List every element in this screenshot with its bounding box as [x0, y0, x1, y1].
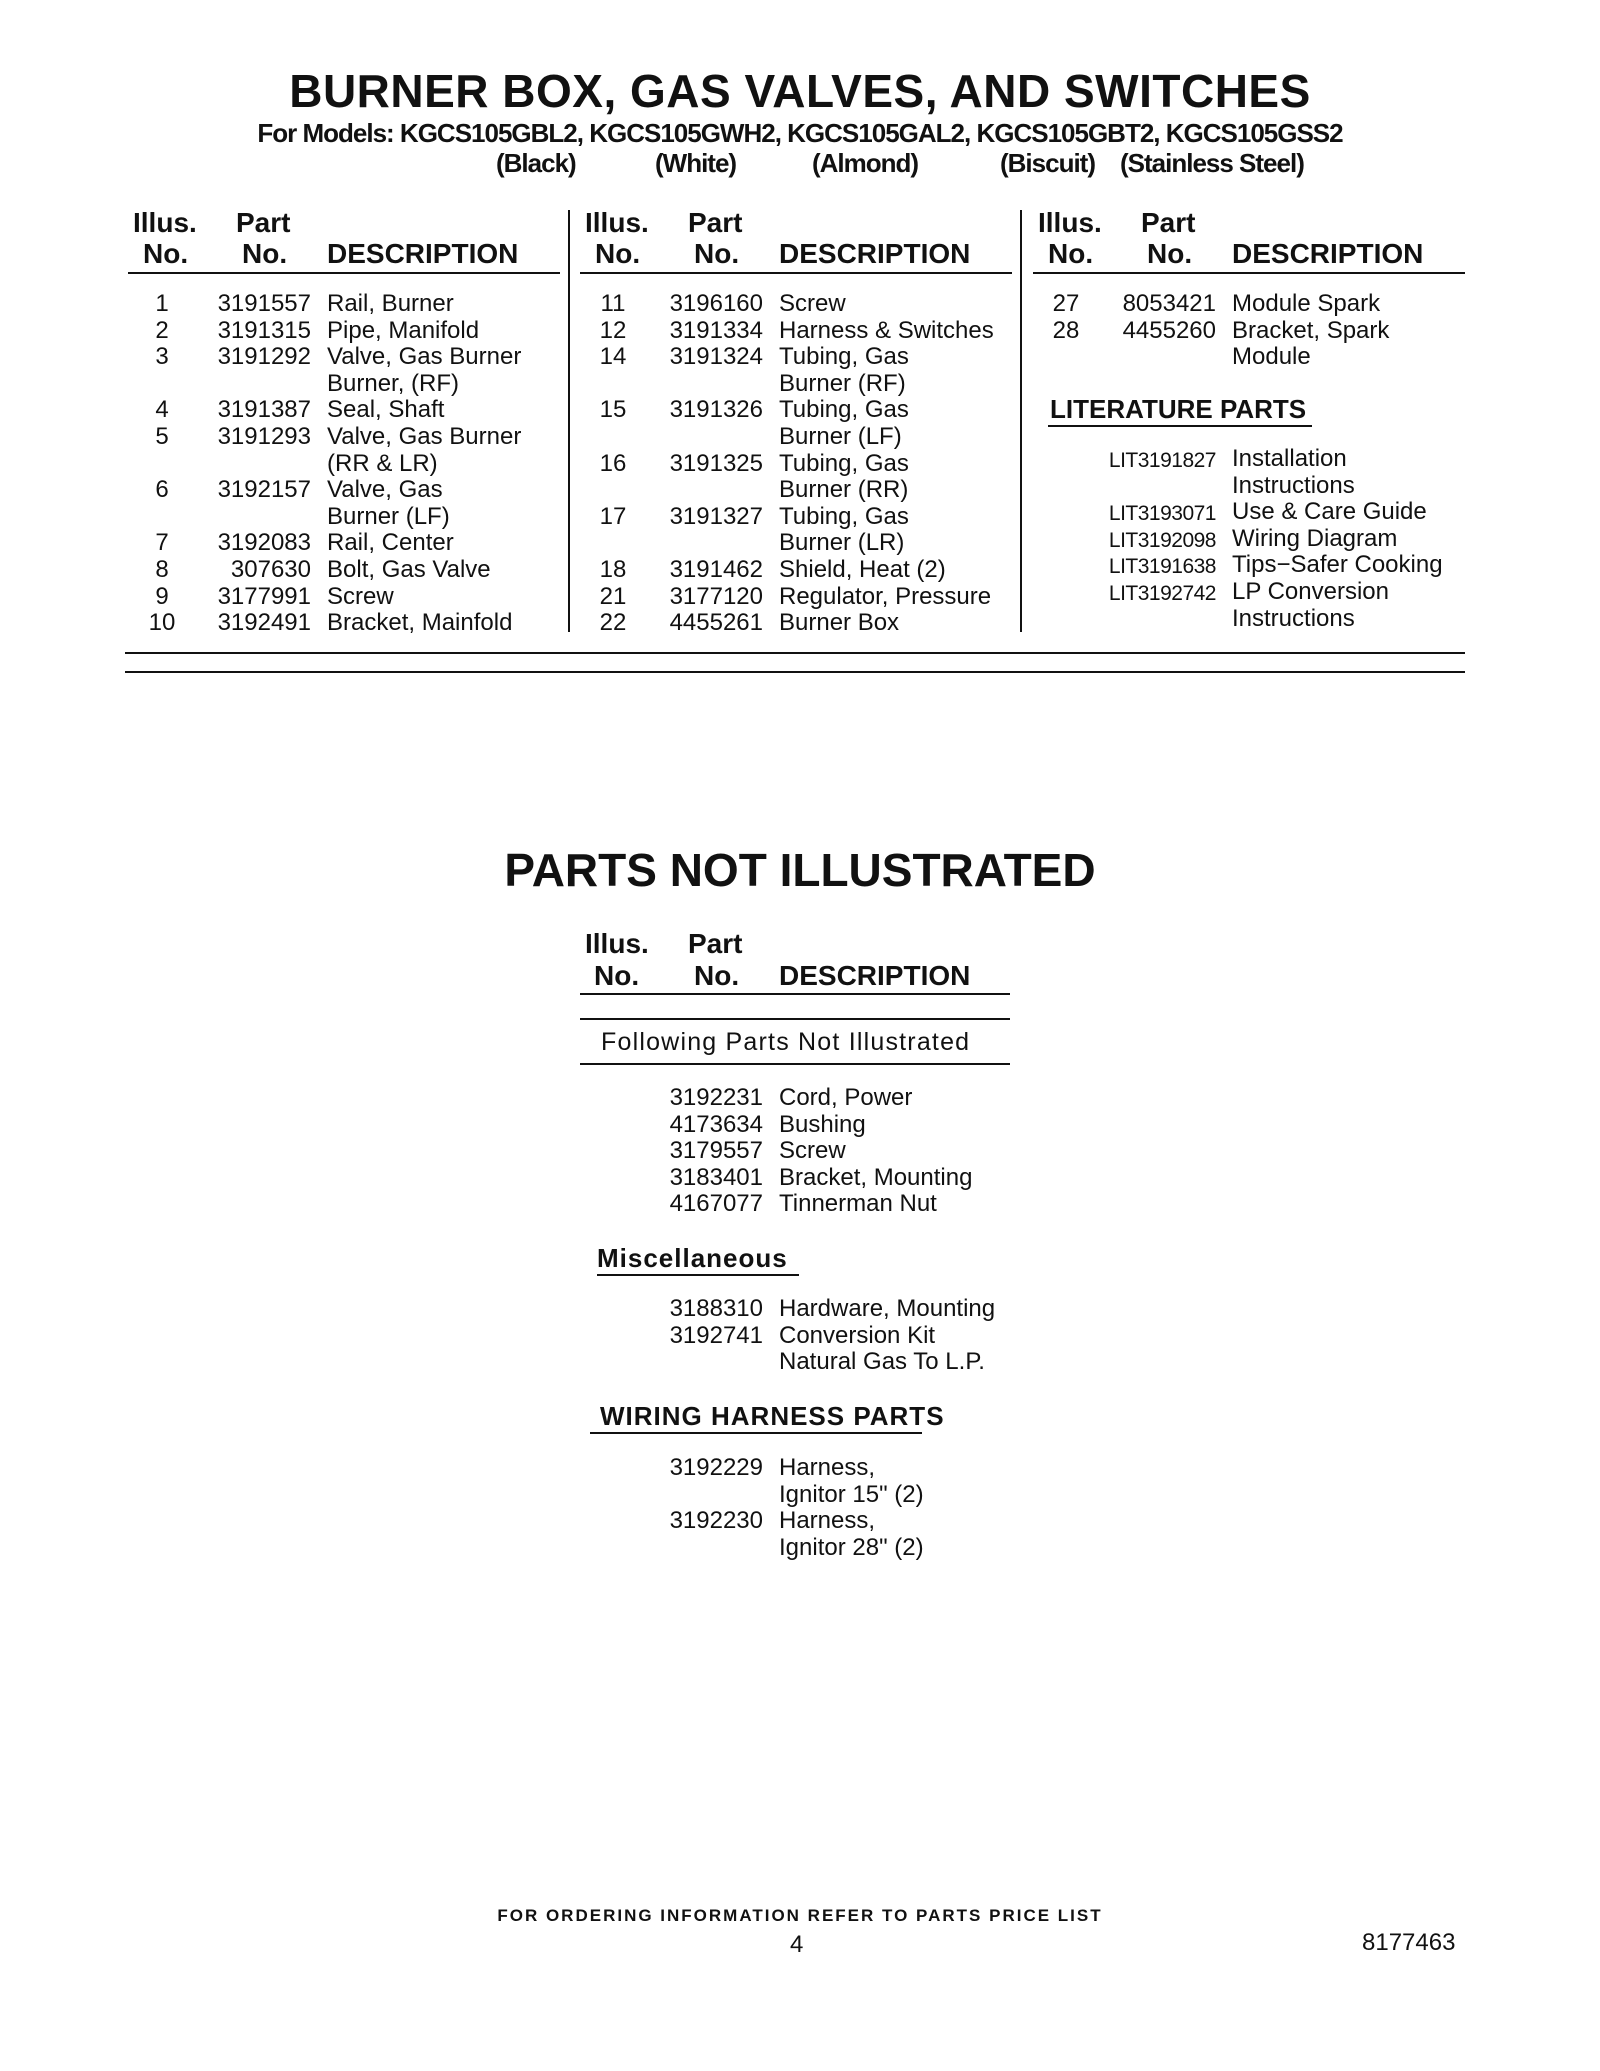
color-biscuit: (Biscuit)	[1000, 148, 1095, 178]
part-number: 3188310	[669, 1295, 763, 1322]
illus-number: 28	[1052, 316, 1080, 344]
color-black: (Black)	[496, 148, 576, 178]
part-number: 3192230	[669, 1507, 763, 1535]
part-description: Burner, (RF)	[327, 369, 460, 397]
illus-number: 14	[599, 343, 627, 371]
illus-number: 18	[599, 556, 627, 583]
part-number: LIT3192742	[1108, 582, 1216, 605]
color-almond: (Almond)	[812, 148, 919, 178]
col-part-no-label: No.	[242, 238, 288, 269]
part-description: Valve, Gas Burner	[327, 423, 522, 450]
part-description: Screw	[327, 582, 394, 610]
part-description: Instructions	[1232, 604, 1355, 632]
part-description: Tinnerman Nut	[779, 1190, 937, 1218]
col-illus-no-label: No.	[595, 238, 641, 269]
col-part-label: Part	[688, 928, 743, 959]
col-part-no-label: No.	[694, 960, 740, 991]
part-description: Bracket, Mounting	[779, 1163, 973, 1191]
col-description-label: DESCRIPTION	[779, 238, 971, 269]
illus-number: 2	[155, 316, 169, 344]
col-description-label: DESCRIPTION	[1232, 238, 1424, 269]
part-description: Rail, Burner	[327, 290, 454, 317]
part-description: Burner (LR)	[779, 529, 905, 557]
part-number: 3191325	[669, 449, 763, 477]
col-illus-no-label: No.	[143, 238, 189, 269]
part-description: Use & Care Guide	[1232, 498, 1427, 526]
following-rule-bottom	[580, 1063, 1010, 1065]
part-number: 3191462	[669, 556, 763, 583]
part-description: Natural Gas To L.P.	[779, 1348, 985, 1376]
part-number: 3192231	[669, 1084, 763, 1111]
part-description: Bracket, Spark	[1232, 316, 1390, 344]
col-part-label: Part	[1141, 207, 1196, 238]
part-description: Installation	[1232, 445, 1347, 472]
col-part-no-label: No.	[1147, 238, 1193, 269]
col-part-label: Part	[236, 207, 291, 238]
illus-number: 4	[155, 396, 169, 424]
following-label: Following Parts Not Illustrated	[601, 1028, 971, 1056]
part-description: Shield, Heat (2)	[779, 556, 946, 583]
part-number: 3192741	[669, 1321, 763, 1349]
col-description-label: DESCRIPTION	[327, 238, 519, 269]
part-number: 3191334	[669, 316, 763, 344]
part-number: 307630	[230, 556, 311, 583]
ordering-info: FOR ORDERING INFORMATION REFER TO PARTS PRICE LIST	[497, 1906, 1103, 1925]
part-description: Rail, Center	[327, 529, 454, 557]
miscellaneous-heading: Miscellaneous	[597, 1243, 788, 1273]
part-description: Ignitor 28" (2)	[779, 1533, 924, 1561]
section-rule-top	[125, 652, 1465, 654]
illus-number: 17	[599, 502, 627, 530]
miscellaneous-underline	[597, 1274, 799, 1276]
part-description: Bolt, Gas Valve	[327, 556, 491, 583]
part-number: 3191557	[217, 290, 311, 317]
part-number: 4455260	[1122, 316, 1216, 344]
document-number: 8177463	[1362, 1929, 1456, 1956]
illus-number: 6	[155, 476, 169, 504]
col-illus-no-label: No.	[594, 960, 640, 991]
illus-number: 22	[599, 609, 627, 637]
col-illus-label: Illus.	[585, 928, 649, 959]
illus-number: 5	[155, 423, 169, 450]
part-description: Tubing, Gas	[779, 449, 909, 477]
col-illus-label: Illus.	[585, 207, 649, 238]
illus-number: 3	[155, 343, 169, 371]
part-description: Harness & Switches	[779, 316, 994, 344]
part-description: Pipe, Manifold	[327, 316, 480, 344]
part-number: 3191324	[669, 343, 763, 371]
wiring-harness-heading: WIRING HARNESS PARTS	[600, 1401, 945, 1431]
not-illustrated-header-rule	[580, 993, 1010, 995]
table3-header-rule	[1033, 272, 1465, 274]
part-description: Burner Box	[779, 609, 900, 637]
wiring-harness-underline	[590, 1432, 922, 1434]
page-number: 4	[790, 1931, 804, 1958]
part-description: Conversion Kit	[779, 1321, 936, 1349]
part-description: Valve, Gas Burner	[327, 343, 522, 371]
illus-number: 21	[599, 582, 627, 610]
part-description: Module	[1232, 343, 1311, 371]
part-description: Bracket, Mainfold	[327, 609, 513, 637]
part-number: 3192157	[217, 476, 311, 504]
part-description: Seal, Shaft	[327, 396, 445, 424]
col-description-label: DESCRIPTION	[779, 960, 971, 991]
following-rule-top	[580, 1018, 1010, 1020]
part-description: Bushing	[779, 1110, 866, 1138]
part-description: Module Spark	[1232, 290, 1381, 317]
part-description: Harness,	[779, 1507, 876, 1535]
part-number: LIT3191827	[1108, 449, 1216, 472]
part-number: 3191292	[217, 343, 311, 371]
part-description: Wiring Diagram	[1232, 524, 1398, 552]
part-number: 3177991	[217, 582, 311, 610]
part-number: LIT3193071	[1108, 502, 1216, 526]
literature-heading: LITERATURE PARTS	[1050, 394, 1307, 424]
col-illus-label: Illus.	[133, 207, 197, 238]
part-description: Valve, Gas	[327, 476, 443, 504]
illus-number: 16	[599, 449, 627, 477]
color-white: (White)	[655, 148, 737, 178]
part-description: Regulator, Pressure	[779, 582, 992, 610]
illus-number: 10	[148, 609, 176, 637]
part-number: 3191293	[217, 423, 311, 450]
part-number: 3192229	[669, 1454, 763, 1481]
part-number: 8053421	[1122, 290, 1216, 317]
part-description: LP Conversion	[1232, 578, 1389, 605]
model-list: For Models: KGCS105GBL2, KGCS105GWH2, KGCS105GAL2, KGCS105GBT2, KGCS105GSS2	[257, 118, 1343, 148]
illus-number: 27	[1052, 290, 1080, 317]
part-number: 4167077	[669, 1190, 763, 1218]
part-description: Burner (LF)	[779, 423, 902, 450]
illus-number: 15	[599, 396, 627, 424]
part-number: 3191387	[217, 396, 311, 424]
part-number: 3191326	[669, 396, 763, 424]
part-description: Instructions	[1232, 471, 1355, 499]
part-description: Screw	[779, 1137, 846, 1165]
illus-number: 9	[155, 582, 169, 610]
col-illus-label: Illus.	[1038, 207, 1102, 238]
col-part-label: Part	[688, 207, 743, 238]
part-number: 3192083	[217, 529, 311, 557]
page-title: BURNER BOX, GAS VALVES, AND SWITCHES	[289, 65, 1311, 117]
illus-number: 1	[155, 290, 169, 317]
part-description: Harness,	[779, 1454, 876, 1481]
part-number: LIT3192098	[1108, 528, 1216, 552]
col-illus-no-label: No.	[1048, 238, 1094, 269]
col-part-no-label: No.	[694, 238, 740, 269]
part-description: Tubing, Gas	[779, 343, 909, 371]
column-divider	[1020, 210, 1022, 632]
color-stainless: (Stainless Steel)	[1120, 148, 1304, 178]
illus-number: 12	[599, 316, 627, 344]
part-description: Ignitor 15" (2)	[779, 1480, 924, 1508]
part-description: (RR & LR)	[327, 449, 438, 477]
column-divider	[568, 210, 570, 632]
part-number: 4173634	[669, 1110, 763, 1138]
part-number: 3191327	[669, 502, 763, 530]
part-description: Hardware, Mounting	[779, 1295, 996, 1322]
literature-heading-underline	[1048, 425, 1312, 427]
illus-number: 7	[155, 529, 169, 557]
part-description: Tubing, Gas	[779, 502, 909, 530]
part-description: Tips−Safer Cooking	[1232, 551, 1443, 579]
part-description: Tubing, Gas	[779, 396, 909, 424]
part-description: Burner (RF)	[779, 369, 906, 397]
part-number: 3196160	[669, 290, 763, 317]
illus-number: 8	[155, 556, 169, 583]
part-description: Screw	[779, 290, 846, 317]
part-description: Burner (RR)	[779, 476, 909, 504]
part-number: 3177120	[669, 582, 763, 610]
part-number: 3183401	[669, 1163, 763, 1191]
part-number: 3192491	[217, 609, 311, 637]
part-number: 3179557	[669, 1137, 763, 1165]
part-description: Burner (LF)	[327, 502, 450, 530]
section-rule-bottom	[125, 671, 1465, 673]
part-number: 3191315	[217, 316, 311, 344]
table1-header-rule	[128, 272, 560, 274]
parts-not-illustrated-title: PARTS NOT ILLUSTRATED	[504, 844, 1096, 896]
part-description: Cord, Power	[779, 1084, 913, 1111]
illus-number: 11	[600, 290, 626, 317]
part-number: 4455261	[669, 609, 763, 637]
table2-header-rule	[580, 272, 1012, 274]
part-number: LIT3191638	[1108, 555, 1216, 579]
